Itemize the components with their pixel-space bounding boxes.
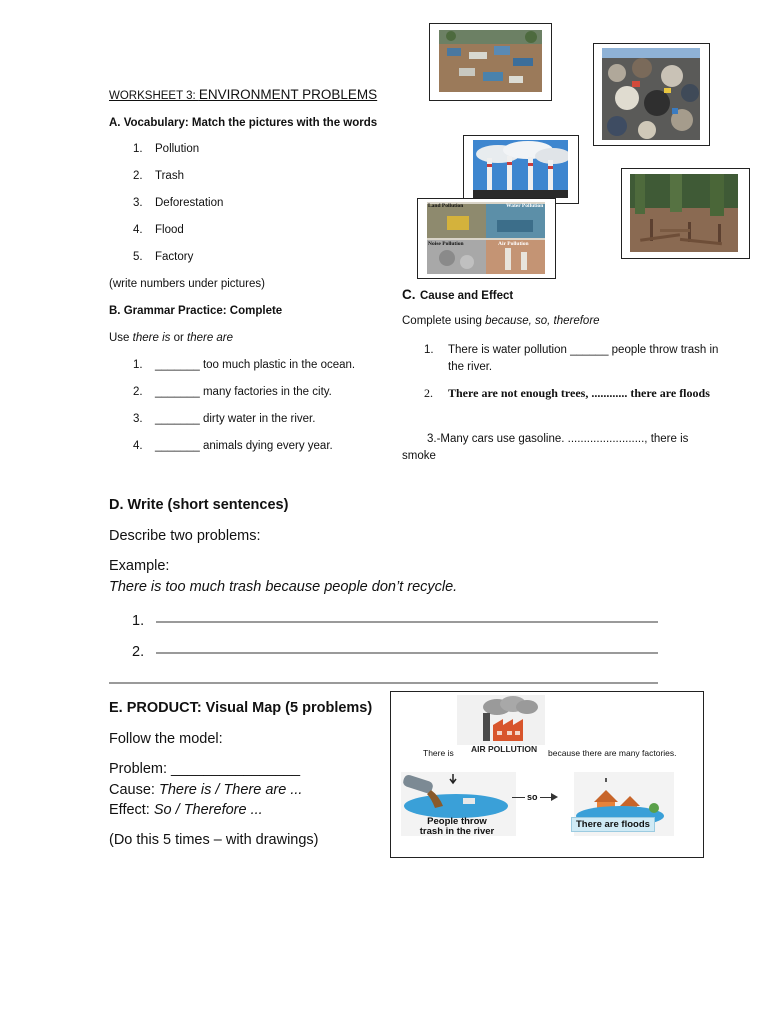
cause-item-1: 1. There is water pollution ______ people throw trash in the river. [424, 344, 719, 373]
flood-image [439, 30, 542, 92]
section-d-prompt: Describe two problems: [109, 528, 261, 544]
visual-map-model [390, 691, 704, 858]
model-there-is: There is [423, 748, 454, 758]
trash-image [602, 48, 700, 140]
flood-photo [429, 23, 552, 101]
model-so: so [527, 792, 538, 802]
worksheet-heading: ENVIRONMENT PROBLEMS [198, 87, 378, 102]
cause-item-2: 2. There are not enough trees, ............ there are floods [424, 386, 710, 400]
write-line-1[interactable] [156, 621, 658, 623]
collage-image [427, 202, 545, 274]
list-item: 1. Pollution [133, 143, 200, 155]
list-item: 3. Deforestation [133, 197, 224, 209]
list-item: 4. _______ animals dying every year. [133, 440, 333, 452]
list-item: 2. Trash [133, 170, 184, 182]
collage-label-noise: Noise Pollution [428, 241, 464, 247]
list-item: 3. _______ dirty water in the river. [133, 413, 316, 425]
worksheet-title [109, 86, 377, 104]
example-text: There is too much trash because people don’t recycle. [109, 579, 458, 595]
effect-line: Effect: So / Therefore ... [109, 802, 263, 818]
section-a-note: (write numbers under pictures) [109, 278, 265, 290]
factory-icon [457, 695, 545, 745]
section-a-title: A. Vocabulary: Match the pictures with the words [109, 117, 378, 129]
cause-item-3: 3.-Many cars use gasoline. ........................, there is smoke [402, 433, 689, 462]
vocab-list [133, 143, 223, 278]
list-item: 2. _______ many factories in the city. [133, 386, 332, 398]
trash-photo [593, 43, 710, 146]
collage-label-air: Air Pollution [498, 241, 529, 247]
deforestation-image [630, 174, 738, 252]
section-c-title: C. Cause and Effect [402, 287, 514, 302]
section-c-instruction: Complete using because, so, therefore [402, 315, 600, 327]
follow-model: Follow the model: [109, 731, 223, 747]
collage-label-water: Water Pollution [506, 203, 544, 209]
write-line-number: 2. [132, 644, 145, 660]
section-b-instruction: Use there is or there are [109, 332, 234, 344]
problem-line: Problem: ________________ [109, 761, 301, 777]
arrow-head-icon [551, 793, 558, 801]
section-e-title: E. PRODUCT: Visual Map (5 problems) [109, 700, 373, 716]
section-divider [109, 682, 658, 684]
grammar-list [133, 359, 355, 467]
model-because: because there are many factories. [548, 748, 677, 758]
factory-image [473, 140, 568, 198]
section-b-title: B. Grammar Practice: Complete [109, 305, 283, 317]
write-line-2[interactable] [156, 652, 658, 654]
model-people-throw: People throw trash in the river [419, 816, 495, 837]
deforestation-photo [621, 168, 750, 259]
collage-label-land: Land Pollution [428, 203, 464, 209]
model-air-pollution: AIR POLLUTION [471, 744, 538, 754]
section-d-title: D. Write (short sentences) [109, 497, 289, 513]
pollution-collage [417, 198, 556, 279]
list-item: 4. Flood [133, 224, 184, 236]
write-line-number: 1. [132, 613, 145, 629]
cause-line: Cause: There is / There are ... [109, 782, 303, 798]
worksheet-prefix: WORKSHEET 3: [109, 90, 199, 102]
example-label: Example: [109, 558, 170, 574]
repeat-note: (Do this 5 times – with drawings) [109, 832, 319, 848]
list-item: 1. _______ too much plastic in the ocean. [133, 359, 356, 371]
model-floods: There are floods [571, 817, 655, 832]
list-item: 5. Factory [133, 251, 194, 263]
factory-photo [463, 135, 579, 204]
